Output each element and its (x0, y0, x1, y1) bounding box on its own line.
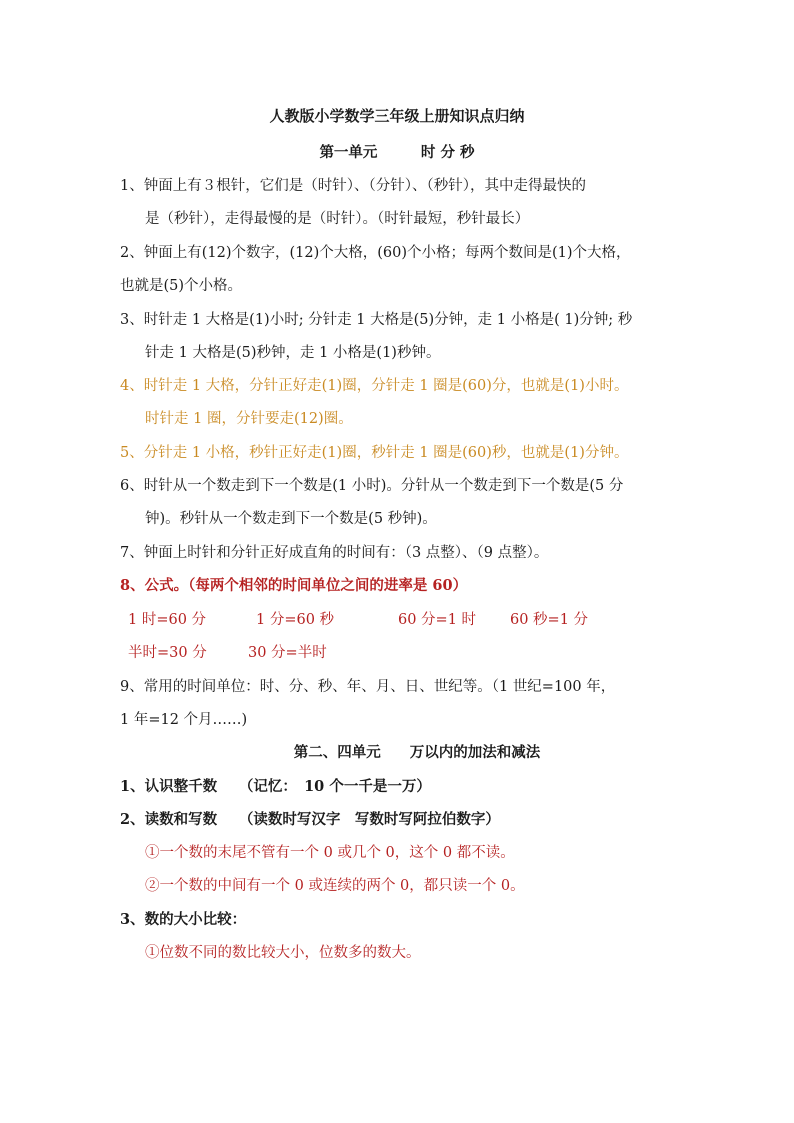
point7-line1: 7、钟面上时针和分针正好成直角的时间有：（3 点整）、（9 点整）。 (120, 545, 549, 561)
point3-line1: 3、时针走 1 大格是(1)小时; 分针走 1 大格是(5)分钟，走 1 小格是( 1)分钟; 秒 (120, 312, 633, 328)
point2-line1: 2、钟面上有(12)个数字，(12)个大格，(60)个小格；每两个数间是(1)个大格， (120, 245, 631, 261)
formula-seconds-minute: 60 秒=1 分 (510, 612, 589, 628)
point1-line1: 1、钟面上有３根针，它们是（时针）、（分针）、（秒针），其中走得最快的 (120, 178, 586, 194)
section1-line: 1、认识整千数 （记忆： 10 个一千是一万） (120, 778, 431, 795)
point6-line1: 6、时针从一个数走到下一个数是(1 小时)。分针从一个数走到下一个数是(5 分 (120, 478, 624, 494)
unit1-heading: 第一单元 时 分 秒 (319, 144, 475, 161)
point3-line2: 针走 1 大格是(5)秒钟，走 1 小格是(1)秒钟。 (145, 345, 441, 361)
point9-line2: 1 年=12 个月……) (120, 712, 248, 728)
formula-minutes-hour: 60 分=1 时 (398, 612, 477, 628)
section3-line: 3、数的大小比较： (120, 911, 247, 928)
section2-line: 2、读数和写数 （读数时写汉字 写数时写阿拉伯数字） (120, 811, 500, 828)
unit2-heading: 第二、四单元 万以内的加法和减法 (293, 744, 541, 761)
section2-rule2: ②一个数的中间有一个 0 或连续的两个 0，都只读一个 0。 (145, 878, 525, 894)
point9-line1: 9、常用的时间单位：时、分、秒、年、月、日、世纪等。（1 世纪=100 年， (120, 679, 616, 695)
document-title: 人教版小学数学三年级上册知识点归纳 (269, 107, 525, 125)
section2-rule1: ①一个数的末尾不管有一个 0 或几个 0，这个 0 都不读。 (145, 845, 515, 861)
point6-line2: 钟)。秒针从一个数走到下一个数是(5 秒钟)。 (145, 511, 437, 527)
point4-line2: 时针走 1 圈，分针要走(12)圈。 (145, 411, 353, 427)
point4-line1: 4、时针走 1 大格，分针正好走(1)圈，分针走 1 圈是(60)分，也就是(1)小时。 (120, 378, 629, 394)
point5-line1: 5、分针走 1 小格，秒针正好走(1)圈，秒针走 1 圈是(60)秒，也就是(1)分钟。 (120, 445, 629, 461)
point1-line2: 是（秒针），走得最慢的是（时针）。（时针最短，秒针最长） (145, 211, 530, 227)
section3-rule1: ①位数不同的数比较大小，位数多的数大。 (145, 945, 421, 961)
formula-minute-second: 1 分=60 秒 (256, 612, 335, 628)
point8-line1: 8、公式。（每两个相邻的时间单位之间的进率是 60） (120, 577, 468, 594)
formula-hour-minute: 1 时=60 分 (128, 612, 207, 628)
formula-thirty-minutes: 30 分=半时 (248, 645, 327, 661)
formula-half-hour: 半时=30 分 (128, 645, 207, 661)
point2-line2: 也就是(5)个小格。 (120, 278, 243, 294)
